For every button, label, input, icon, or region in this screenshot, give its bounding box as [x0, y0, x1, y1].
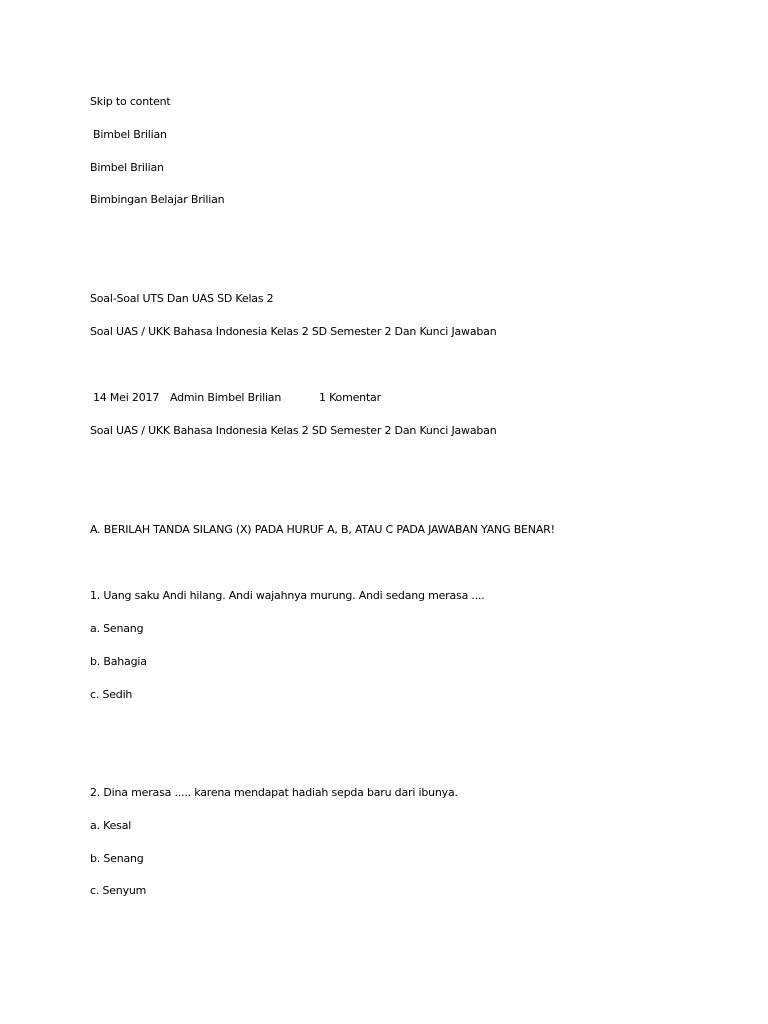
article-heading: Soal UAS / UKK Bahasa Indonesia Kelas 2 SD Semester 2 Dan Kunci Jawaban: [90, 424, 497, 437]
site-title[interactable]: Bimbel Brilian: [90, 161, 164, 174]
skip-to-content-link[interactable]: Skip to content: [90, 95, 171, 108]
question-1-option-a: a. Senang: [90, 622, 144, 635]
comments-link[interactable]: 1 Komentar: [319, 391, 381, 404]
question-2-option-c: c. Senyum: [90, 884, 147, 897]
post-date-link[interactable]: 14 Mei 2017: [93, 391, 160, 404]
site-logo[interactable]: Bimbel Brilian: [93, 128, 167, 141]
question-1-option-b: b. Bahagia: [90, 655, 147, 668]
question-2: 2. Dina merasa ..... karena mendapat hadiah sepda baru dari ibunya.: [90, 786, 458, 799]
article-title: Soal UAS / UKK Bahasa Indonesia Kelas 2 SD Semester 2 Dan Kunci Jawaban: [90, 325, 497, 338]
question-2-option-a: a. Kesal: [90, 819, 132, 832]
site-tagline: Bimbingan Belajar Brilian: [90, 193, 225, 206]
question-2-option-b: b. Senang: [90, 852, 144, 865]
post-author-link[interactable]: Admin Bimbel Brilian: [170, 391, 282, 404]
question-1-option-c: c. Sedih: [90, 688, 133, 701]
breadcrumb-category-link[interactable]: Soal-Soal UTS Dan UAS SD Kelas 2: [90, 292, 274, 305]
question-1: 1. Uang saku Andi hilang. Andi wajahnya murung. Andi sedang merasa ....: [90, 589, 485, 602]
instruction-text: A. BERILAH TANDA SILANG (X) PADA HURUF A, B, ATAU C PADA JAWABAN YANG BENAR!: [90, 523, 555, 536]
